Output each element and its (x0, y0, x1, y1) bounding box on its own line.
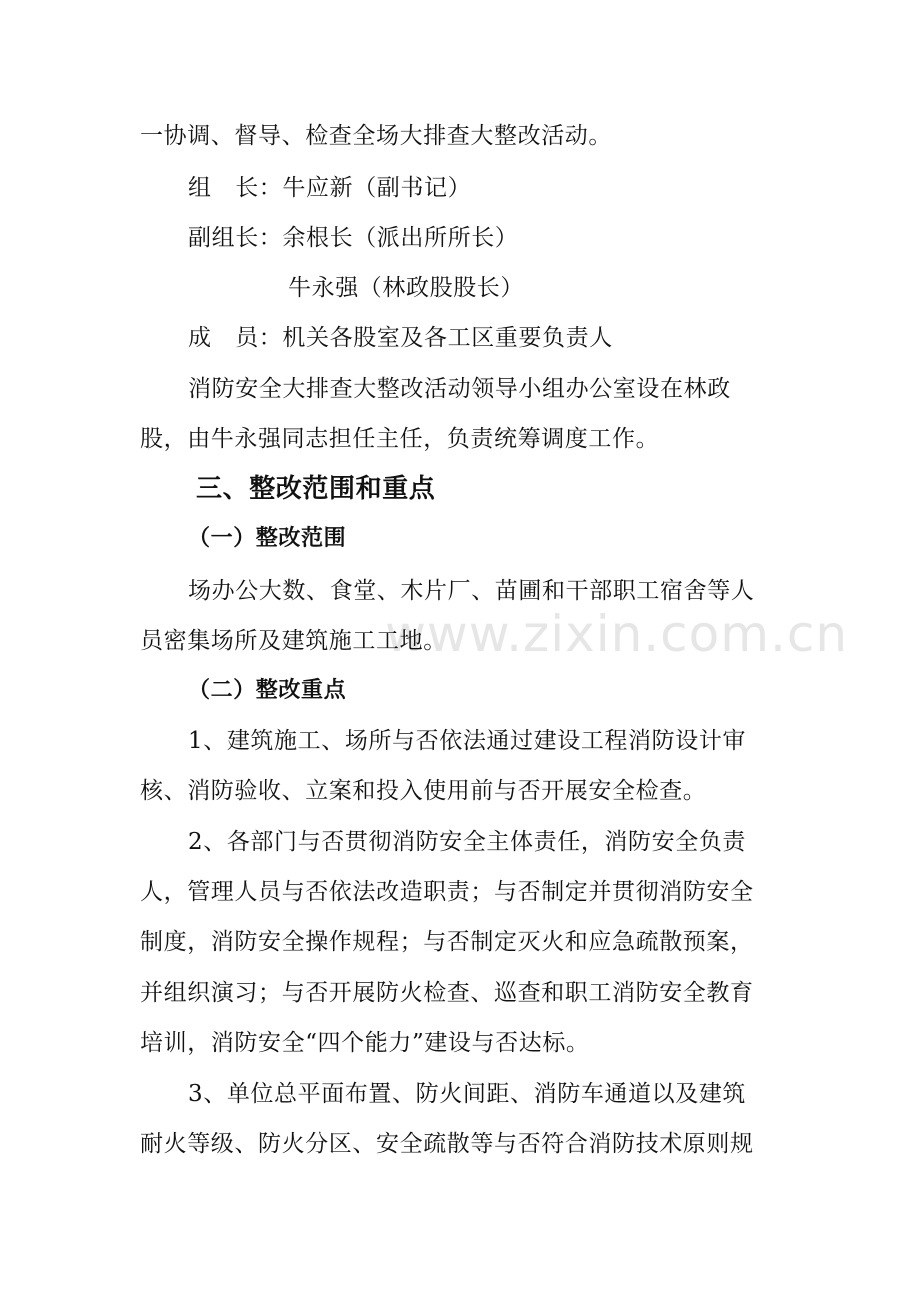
body-line: 并组织演习；与否开展防火检查、巡查和职工消防安全教育 (140, 980, 754, 1006)
deputy-leader-line-2: 牛永强（林政股股长） (288, 275, 524, 301)
subsection-heading: （一）整改范围 (188, 526, 347, 551)
body-line: 一协调、督导、检查全场大排查大整改活动。 (140, 123, 612, 149)
members-line: 成 员：机关各股室及各工区重要负责人 (188, 325, 613, 351)
body-line: 消防安全大排查大整改活动领导小组办公室设在林政 (188, 376, 731, 402)
section-heading: 三、整改范围和重点 (196, 474, 436, 504)
body-line: 场办公大数、食堂、木片厂、苗圃和干部职工宿舍等人 (188, 578, 755, 604)
body-line: 股，由牛永强同志担任主任，负责统筹调度工作。 (140, 426, 660, 452)
body-line: 培训，消防安全“四个能力”建设与否达标。 (140, 1030, 590, 1056)
body-line: 员密集场所及建筑施工工地。 (140, 628, 447, 654)
list-item-line: 1、建筑施工、场所与否依法通过建设工程消防设计审 (188, 728, 747, 754)
list-item-line: 2、各部门与否贯彻消防安全主体责任，消防安全负责 (188, 829, 747, 855)
watermark: www.zixin.com.cn (385, 605, 849, 663)
body-line: 人，管理人员与否依法改造职责；与否制定并贯彻消防安全 (140, 879, 754, 905)
group-leader-line: 组 长：牛应新（副书记） (188, 175, 472, 201)
subsection-heading: （二）整改重点 (188, 678, 347, 703)
body-line: 制度，消防安全操作规程；与否制定灭火和应急疏散预案， (140, 929, 754, 955)
deputy-leader-line: 副组长：余根长（派出所所长） (188, 225, 519, 251)
body-line: 核、消防验收、立案和投入使用前与否开展安全检查。 (140, 778, 707, 804)
body-line: 耐火等级、防火分区、安全疏散等与否符合消防技术原则规 (140, 1131, 754, 1157)
list-item-line: 3、单位总平面布置、防火间距、消防车通道以及建筑 (188, 1081, 747, 1107)
